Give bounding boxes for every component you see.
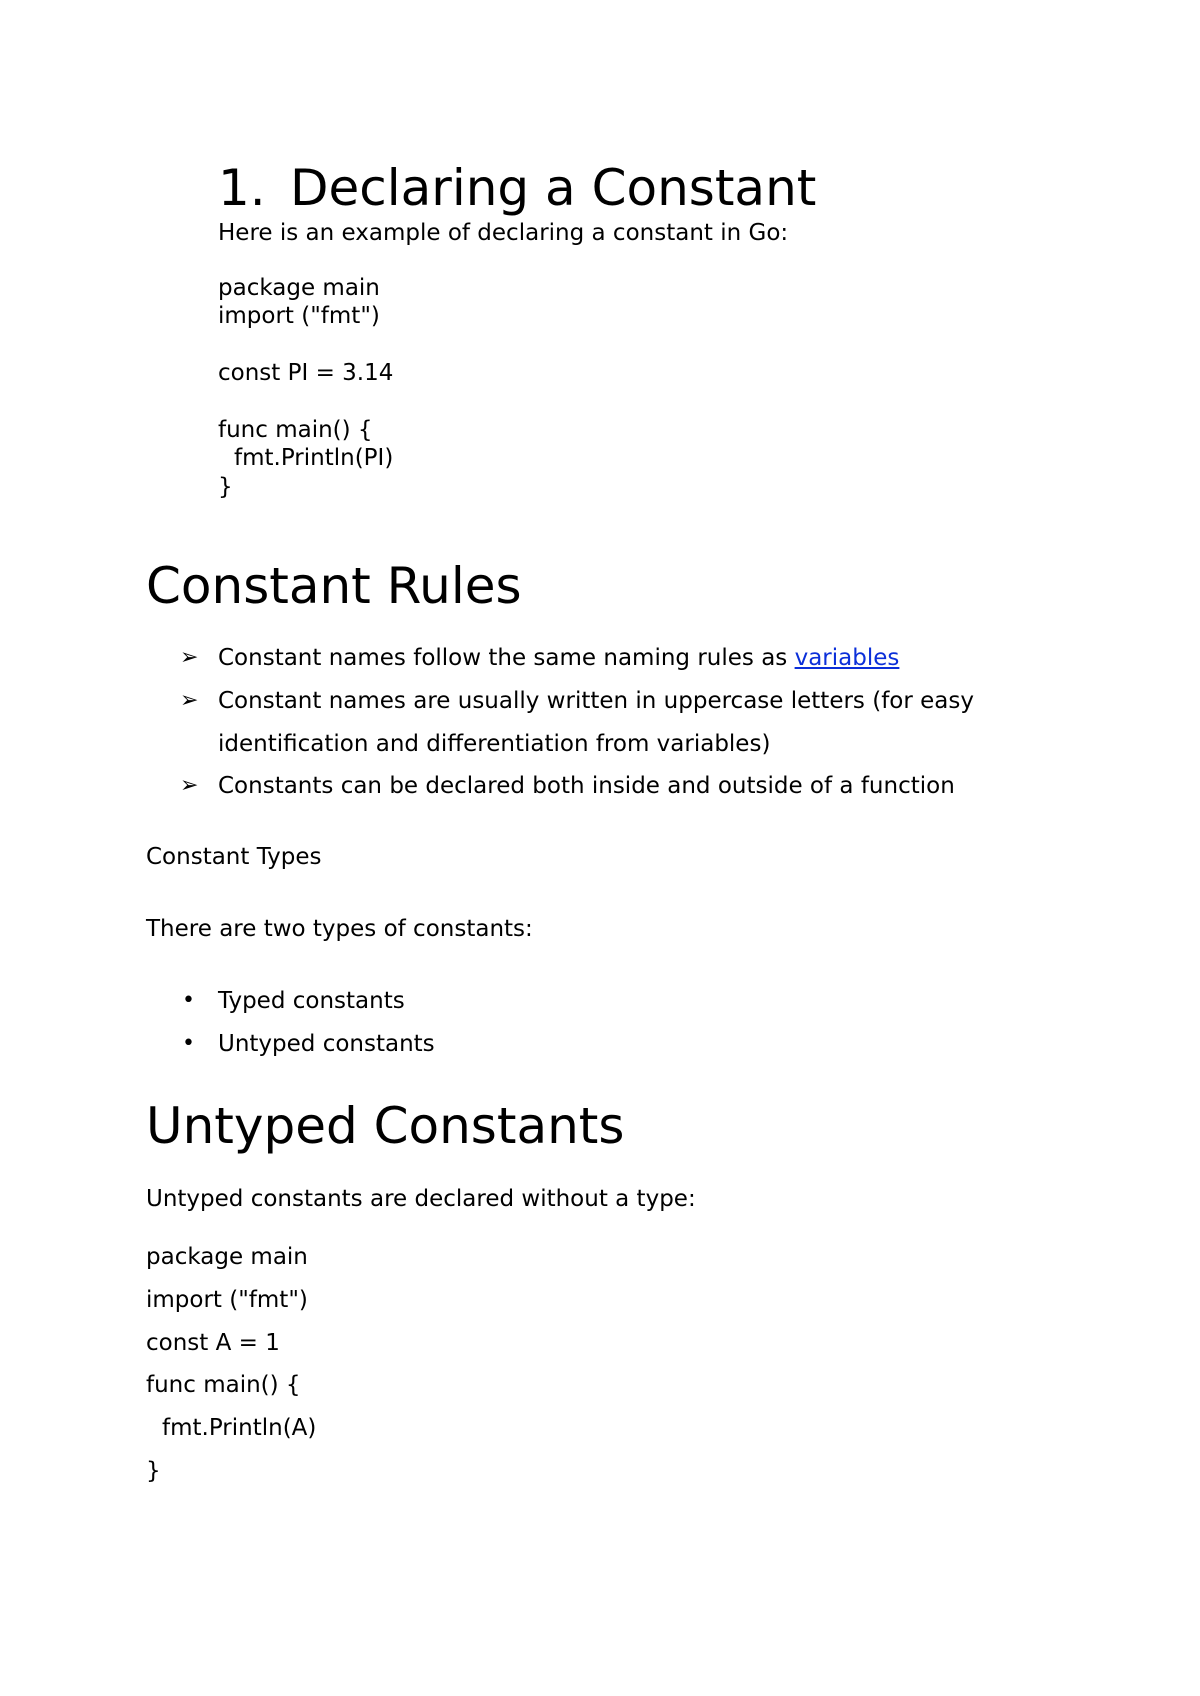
code-line: func main() {: [218, 417, 373, 443]
section-heading-untyped-constants: Untyped Constants: [146, 1097, 625, 1155]
code-line: package main: [218, 275, 380, 301]
bullet-icon: •: [182, 1031, 195, 1056]
code-line: func main() {: [146, 1372, 301, 1398]
arrow-bullet-icon: ➢: [180, 645, 199, 670]
list-item: ➢ Constants can be declared both inside and outside of a function: [180, 773, 955, 799]
arrow-bullet-icon: ➢: [180, 688, 199, 713]
list-item: ➢ Constant names follow the same naming rules as variables: [180, 645, 900, 671]
code-line: import ("fmt"): [146, 1287, 308, 1313]
list-item: • Untyped constants: [182, 1031, 435, 1057]
code-line: import ("fmt"): [218, 303, 380, 329]
constant-types-heading: Constant Types: [146, 844, 322, 870]
heading-number: 1.: [218, 159, 266, 217]
list-item: • Typed constants: [182, 988, 405, 1014]
arrow-bullet-icon: ➢: [180, 773, 199, 798]
variables-link[interactable]: variables: [794, 645, 900, 671]
list-item: ➢ Constant names are usually written in uppercase letters (for easy: [180, 688, 974, 714]
constant-types-intro: There are two types of constants:: [146, 916, 533, 942]
code-line: const PI = 3.14: [218, 360, 394, 386]
code-line: package main: [146, 1244, 308, 1270]
section1-intro: Here is an example of declaring a constant in Go:: [218, 220, 789, 246]
untyped-intro: Untyped constants are declared without a type:: [146, 1186, 696, 1212]
list-item-continuation: identification and differentiation from variables): [218, 731, 771, 757]
bullet-icon: •: [182, 988, 195, 1013]
heading-text: Declaring a Constant: [290, 159, 817, 217]
code-line: const A = 1: [146, 1330, 280, 1356]
code-line: fmt.Println(PI): [234, 445, 394, 471]
code-line: }: [146, 1458, 161, 1484]
code-line: }: [218, 474, 233, 500]
section-heading-constant-rules: Constant Rules: [146, 557, 522, 615]
code-line: fmt.Println(A): [162, 1415, 317, 1441]
section-heading-declaring-constant: [218, 158, 816, 218]
